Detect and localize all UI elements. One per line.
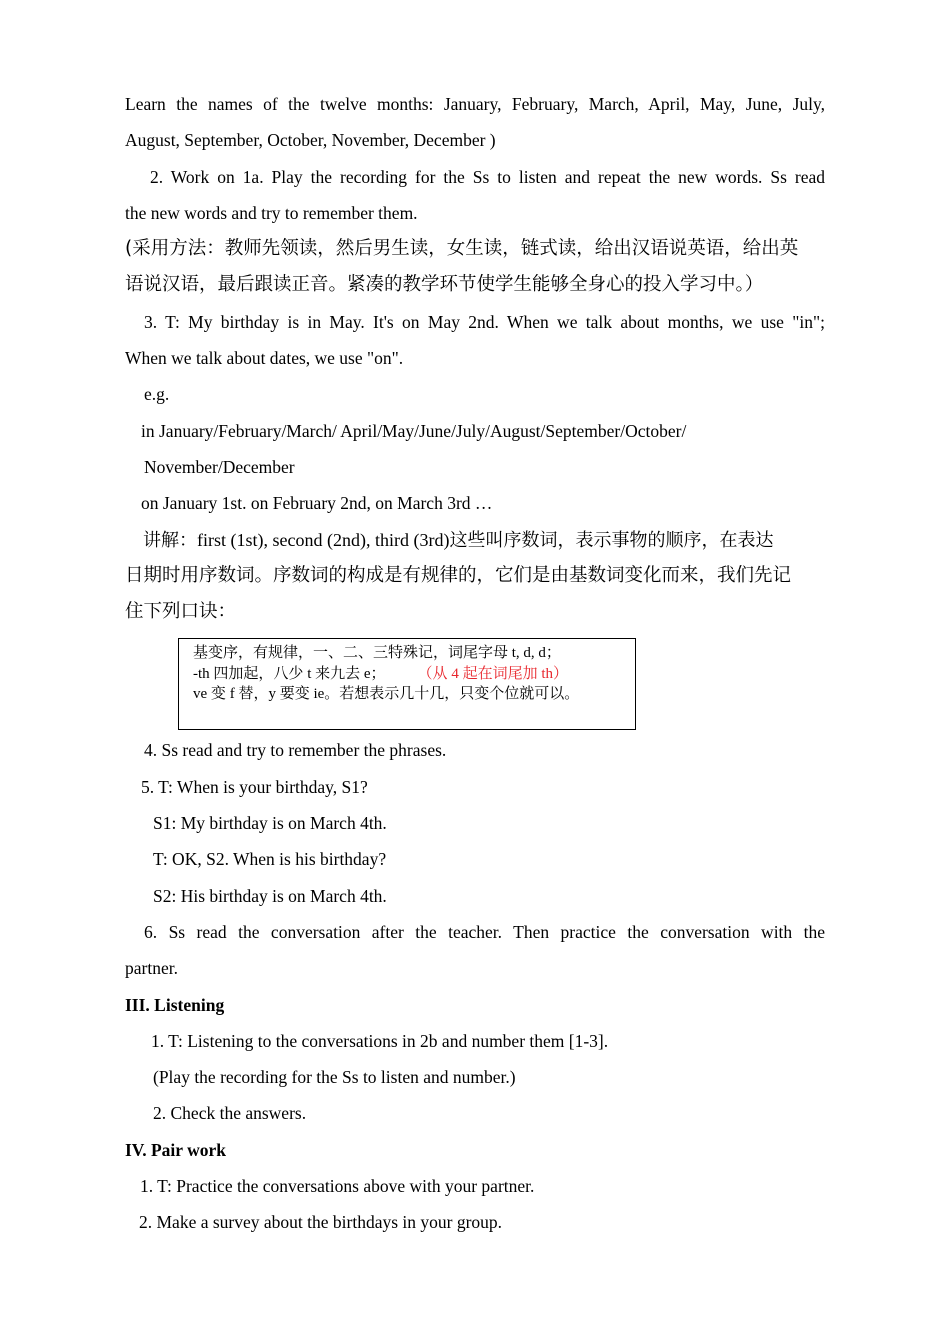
text-line-step-5: 5. T: When is your birthday, S1? <box>141 776 368 797</box>
text-line-explanation-cn-3: 住下列口诀： <box>125 601 237 623</box>
text-line-eg: e.g. <box>144 384 170 405</box>
text-line-months-intro: Learn the names of the twelve months: January, February, March, April, May, June, July, <box>125 94 825 114</box>
mnemonic-line-3: ve 变 f 替，y 要变 ie。若想表示几十几，只变个位就可以。 <box>193 684 580 703</box>
text-line-on-dates: on January 1st. on February 2nd, on March 3rd … <box>141 493 493 514</box>
document-page <box>125 86 825 1241</box>
text-line-explanation <box>125 522 825 558</box>
text-line-listening-1: 1. T: Listening to the conversations in 2b and number them [1-3]. <box>151 1030 609 1051</box>
text-line-step-3: 3. T: My birthday is in May. It's on May 2nd. When we talk about months, we use "in"; <box>144 311 825 332</box>
text-line-step-6-cont: partner. <box>125 958 178 979</box>
mnemonic-line-1: 基变序，有规律，一、二、三特殊记，词尾字母 t, d, d； <box>193 643 561 662</box>
mnemonic-note-red: （从 <box>417 663 448 682</box>
mnemonic-box <box>178 638 636 730</box>
explanation-ordinals: first (1st), second (2nd), third (3rd) <box>197 529 450 550</box>
dialog-line-t: T: OK, S2. When is his birthday? <box>153 849 387 870</box>
explanation-text: 这些叫序数词，表示事物的顺序，在表达 <box>449 529 774 551</box>
text-line-explanation-cn-2: 日期时用序数词。序数词的构成是有规律的，它们是由基数词变化而来，我们先记 <box>125 564 792 586</box>
text-line-listening-2: 2. Check the answers. <box>153 1103 307 1124</box>
text-line-step-2: 2. Work on 1a. Play the recording for the Ss to listen and repeat the new words. Ss read <box>150 166 825 187</box>
text-line-step-2-cont: the new words and try to remember them. <box>125 202 418 223</box>
section-heading-listening: III. Listening <box>125 994 225 1015</box>
text-line-listening-note: (Play the recording for the Ss to listen and number.) <box>153 1067 516 1088</box>
dialog-line-s2: S2: His birthday is on March 4th. <box>153 885 387 906</box>
text-line-step-3-cont: When we talk about dates, we use "on". <box>125 348 404 369</box>
section-heading-pair-work: IV. Pair work <box>125 1139 226 1160</box>
text-line-step-4: 4. Ss read and try to remember the phrases. <box>144 740 447 761</box>
mnemonic-line-2: -th 四加起，八少 t 来九去 e； （从 4 起在词尾加 th） <box>193 663 568 682</box>
text-line-method-cn-1: (采用方法：教师先领读，然后男生读，女生读，链式读，给出汉语说英语，给出英 <box>125 238 799 260</box>
explanation-label: 讲解： <box>143 529 197 551</box>
text-line-in-months-cont: November/December <box>144 456 295 477</box>
text-line-method-cn-2: 语说汉语，最后跟读正音。紧凑的教学环节使学生能够全身心的投入学习中。） <box>125 274 764 296</box>
text-line-months-end: August, September, October, November, December ) <box>125 130 496 151</box>
text-line-in-months: in January/February/March/ April/May/June/July/August/September/October/ <box>141 420 687 441</box>
text-line-pair-work-2: 2. Make a survey about the birthdays in your group. <box>139 1212 503 1233</box>
dialog-line-s1: S1: My birthday is on March 4th. <box>153 813 387 834</box>
text-line-pair-work-1: 1. T: Practice the conversations above with your partner. <box>140 1176 535 1197</box>
text-line-step-6: 6. Ss read the conversation after the teacher. Then practice the conversation with the <box>144 921 825 942</box>
